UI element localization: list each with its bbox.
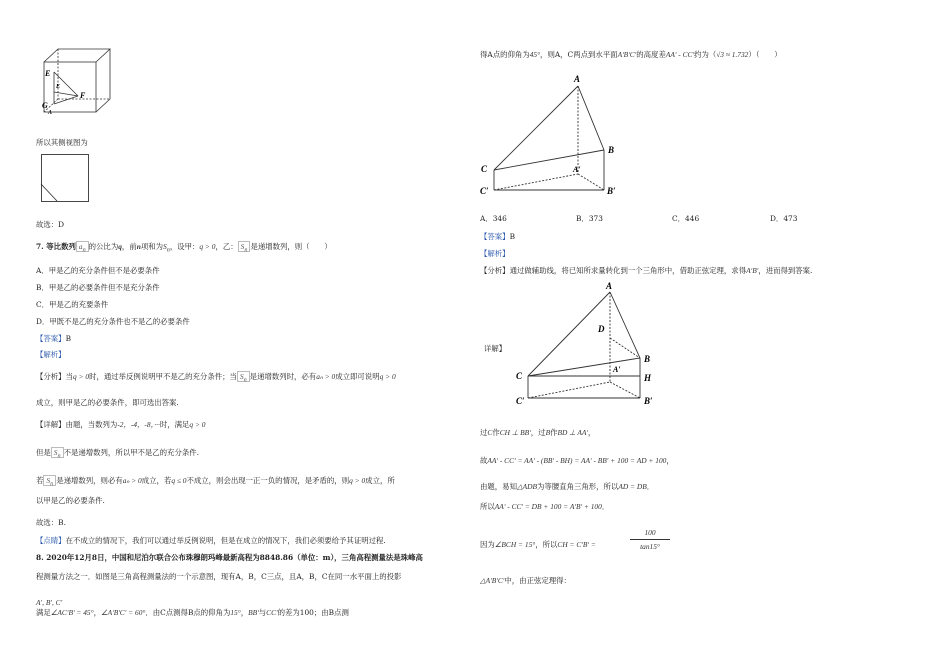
q8-continued xyxy=(480,50,782,60)
step-3 xyxy=(480,482,654,492)
formula-sn-braced xyxy=(238,241,251,252)
text-run: 过 xyxy=(480,428,488,437)
q7-fenxi-line2: 成立，则甲是乙的必要条件，即可选出答案. xyxy=(36,398,179,407)
fig1-label: C′ xyxy=(480,186,489,196)
answer-tag: 【答案】 xyxy=(36,334,66,343)
formula-ch: CH ⊥ BBʹ xyxy=(499,428,531,437)
cube-figure xyxy=(42,48,132,114)
cube-label: G xyxy=(42,101,48,110)
text-run: 故 xyxy=(480,456,488,465)
formula-ab: AʹBʹ xyxy=(746,266,759,275)
text-run: 的差为100；由B点测 xyxy=(277,608,349,617)
formula-q-pos: q > 0 xyxy=(349,476,366,485)
formula-step2: AAʹ - CCʹ = AAʹ - (BBʹ - BH) = AAʹ - BBʹ + 100 = AD + 100 xyxy=(487,456,667,465)
text-run: 不成立，则会出现一正一负的情况，是矛盾的，则 xyxy=(186,476,350,485)
fig1-label: C xyxy=(481,164,488,174)
q7-analysis-tag: 【解析】 xyxy=(36,350,66,359)
formula-step4: AAʹ - CCʹ = DB + 100 = AʹBʹ + 100 xyxy=(494,502,602,511)
formula-sn-braced xyxy=(51,447,64,458)
var-n: n xyxy=(136,242,141,251)
formula-q-pos: q > 0 xyxy=(189,420,206,429)
formula-text: S xyxy=(46,476,51,485)
formula-sn-braced xyxy=(43,475,56,486)
fig1-label: A xyxy=(574,74,581,84)
formula-q-pos: q > 0 xyxy=(72,372,90,381)
formula-an xyxy=(76,241,89,252)
text-run: 因为 xyxy=(480,540,495,549)
var-q: q xyxy=(118,242,122,251)
q8-line1 xyxy=(36,553,423,563)
q7-option-c: C．甲是乙的充要条件 xyxy=(36,300,109,309)
q7-option-a: A．甲是乙的充分条件但不是必要条件 xyxy=(36,266,160,275)
text-run: 作 xyxy=(550,428,558,437)
fig2-label: A xyxy=(606,281,613,291)
text-run: 若 xyxy=(36,476,44,485)
text-run: 时，通过举反例说明甲不是乙的充分条件；当 xyxy=(89,372,237,381)
formula-q-pos: q > 0 xyxy=(379,372,396,381)
text-run: 不是递增数列，所以甲不是乙的充分条件. xyxy=(63,448,199,457)
formula-sub: n xyxy=(50,481,54,488)
text-run: ， xyxy=(587,428,596,437)
q7-xiangjie-line4: 以甲是乙的必要条件. xyxy=(36,496,105,505)
text-run: ，进而得到答案. xyxy=(758,266,813,275)
step-1 xyxy=(480,428,595,438)
text-run: 的公比为 xyxy=(88,242,119,251)
q8-line2: 程测量方法之一．如图是三角高程测量法的一个示意图，现有A，B，C三点，且A，B，C在同一水平面上的投影 xyxy=(36,572,402,581)
text-run: ， xyxy=(666,456,674,465)
text-run: 满足 xyxy=(36,608,51,617)
q7-option-b: B．甲是乙的必要条件但不是充分条件 xyxy=(36,283,160,292)
text-run: 时，满足 xyxy=(159,420,190,429)
text-run: ，乙： xyxy=(215,242,238,251)
q7-fenxi xyxy=(36,372,396,385)
cube-label: A xyxy=(48,110,53,116)
formula-an-pos: aₙ > 0 xyxy=(316,372,336,381)
formula-q-neg: q ≤ 0 xyxy=(171,476,187,485)
text-run: 【分析】 xyxy=(36,372,66,381)
formula-sn-braced xyxy=(237,371,250,382)
q7-number: 7. 等比数列 xyxy=(36,242,76,251)
text-run: 约为（ xyxy=(694,50,717,59)
text-run: 得A点的仰角为 xyxy=(480,50,530,59)
text-run: 是递增数列时，必有 xyxy=(249,372,317,381)
text-run: ，所以 xyxy=(535,540,558,549)
triangulation-figure-2 xyxy=(516,282,666,408)
triangulation-figure-1 xyxy=(480,74,630,206)
text-run: 成立，若 xyxy=(141,476,172,485)
formula-deg15: 15° xyxy=(230,608,241,617)
text-run: 成立即可说明 xyxy=(335,372,380,381)
fig2-label: C xyxy=(516,371,523,381)
q8-option-c: C．446 xyxy=(672,214,700,223)
text-run: ， xyxy=(240,608,249,617)
text-run: 与 xyxy=(258,608,267,617)
formula-text: S xyxy=(53,448,58,457)
formula-bd: BD ⊥ AAʹ xyxy=(557,428,588,437)
formula-an-pos: aₙ > 0 xyxy=(122,476,142,485)
text-run: 当 xyxy=(65,372,73,381)
text-run: ．由C点测得B点的仰角为 xyxy=(145,608,231,617)
q8-analysis-tag: 【解析】 xyxy=(480,249,510,258)
q8-option-d: D．473 xyxy=(770,214,798,223)
text-run: 【详解】 xyxy=(36,420,66,429)
q8-option-a: A．346 xyxy=(480,214,507,223)
formula-cc: CCʹ xyxy=(266,608,278,617)
text-run: ， xyxy=(93,608,101,617)
q8-line3 xyxy=(36,608,349,618)
formula-sub: n xyxy=(244,247,248,254)
formula-text: S xyxy=(239,372,244,381)
cube-label: F xyxy=(80,91,86,100)
text-run: 的高度差 xyxy=(636,50,666,59)
text-run: 【分析】 xyxy=(480,266,510,275)
formula-sub: n xyxy=(57,453,61,460)
text-run: ，过 xyxy=(530,428,546,437)
step-2 xyxy=(480,456,674,466)
formula-c: C xyxy=(487,428,493,437)
text-run: 项和为 xyxy=(140,242,164,251)
fraction-numerator: 100 xyxy=(644,528,656,537)
text-run: ）（ ） xyxy=(748,50,782,59)
formula-sub: n xyxy=(243,377,247,384)
fig2-label: B xyxy=(644,354,651,364)
formula-points: A′, B′, C′ xyxy=(36,598,63,607)
text-run: ，则A，C两点到水平面 xyxy=(540,50,618,59)
q7-xiangjie-line2 xyxy=(36,448,199,461)
fig2-label: C′ xyxy=(516,396,525,406)
text-run: 所以 xyxy=(480,502,495,511)
text-run: 由题，易知 xyxy=(480,482,517,491)
formula-b: B xyxy=(545,428,551,437)
fig2-label: D xyxy=(598,324,605,334)
text-run: 中，由正弦定理得： xyxy=(504,576,571,585)
text-run: 为等腰直角三角形，所以 xyxy=(537,482,619,491)
formula-angle-2: ∠AʹBʹCʹ = 60° xyxy=(100,608,146,617)
formula-step3: AD = DB xyxy=(618,482,647,491)
fig1-label: A′ xyxy=(573,165,581,174)
text-run: 8. 2020年12月8日，中国和尼泊尔联合公布珠穆朗玛峰最新高程为8848.86（单位：m），三角高程测量法是珠峰高 xyxy=(36,553,423,562)
step-4 xyxy=(480,502,609,512)
q7-option-d: D．甲既不是乙的充分条件也不是乙的必要条件 xyxy=(36,317,190,326)
fraction-bar xyxy=(630,539,670,540)
q7-answer xyxy=(36,334,71,344)
formula-plane: AʹBʹCʹ xyxy=(617,50,637,59)
q8-option-b: B．373 xyxy=(576,214,603,223)
step-5 xyxy=(480,540,596,550)
text-run: 成立，所 xyxy=(365,476,395,485)
formula-angle-1: ∠ACʹBʹ = 45° xyxy=(50,608,94,617)
text-run: ． xyxy=(646,482,655,491)
formula-step5: CH = CʹBʹ = xyxy=(557,540,596,549)
answer-value: B xyxy=(509,232,516,241)
formula-triangle-2: △AʹBʹCʹ xyxy=(480,576,505,585)
text-run: 是递增数列，则（ ） xyxy=(250,242,332,251)
fig1-label: B′ xyxy=(607,186,616,196)
formula-seq: -2，-4，-8，··· xyxy=(117,420,160,429)
side-view-caption: 所以其侧视图为 xyxy=(36,138,88,147)
text-run: 作 xyxy=(492,428,500,437)
formula-bb: BBʹ xyxy=(248,608,259,617)
formula-sn xyxy=(163,242,170,254)
formula-sqrt3: √3 ≈ 1.732 xyxy=(716,50,749,59)
formula-text: S xyxy=(240,242,245,251)
formula-sub: n xyxy=(166,247,170,254)
q8-fenxi xyxy=(480,266,812,276)
fig1-label: B xyxy=(608,145,615,155)
prev-answer: 故选：D xyxy=(36,220,65,229)
formula-text: a xyxy=(78,242,83,251)
q7-xiangjie xyxy=(36,420,205,430)
formula-triangle: △ADB xyxy=(516,482,538,491)
xiangjie-label: 详解】 xyxy=(484,344,507,353)
text-run: 但是 xyxy=(36,448,51,457)
q7-dianjing xyxy=(36,536,386,546)
q7-conclusion: 故选：B. xyxy=(36,518,66,527)
formula-deg45: 45° xyxy=(529,50,541,59)
text-run: 在不成立的情况下，我们可以通过举反例说明，但是在成立的情况下，我们必须要给予其证明过程. xyxy=(65,536,386,545)
fraction-denominator: tan15° xyxy=(640,542,660,551)
q7-xiangjie-line3 xyxy=(36,476,395,489)
text-run: 通过做辅助线，将已知所求量转化到一个三角形中，借助正弦定理，求得 xyxy=(509,266,747,275)
text-run: 由题，当数列为 xyxy=(65,420,118,429)
step-6 xyxy=(480,576,571,586)
text-run: ． xyxy=(601,502,610,511)
answer-value: B xyxy=(65,334,72,343)
text-run: 是递增数列，则必有 xyxy=(56,476,123,485)
dianjing-tag: 【点睛】 xyxy=(36,536,66,545)
formula-q-pos: q > 0 xyxy=(199,242,216,251)
cube-label: E xyxy=(45,69,51,78)
q7-stem xyxy=(36,242,332,255)
fig2-label: B′ xyxy=(644,396,653,406)
q8-answer xyxy=(480,232,515,242)
text-run: ，设甲： xyxy=(169,242,200,251)
fig2-label: A′ xyxy=(613,365,621,374)
q8-points xyxy=(36,598,62,608)
formula-diff: AAʹ - CCʹ xyxy=(665,50,695,59)
side-view-figure xyxy=(41,154,89,202)
cube-label: E xyxy=(56,84,61,90)
formula-sub: n xyxy=(82,247,86,254)
formula-angle-bch: ∠BCH = 15° xyxy=(494,540,536,549)
formula-text: S xyxy=(163,242,167,251)
answer-tag: 【答案】 xyxy=(480,232,510,241)
fig2-label: H xyxy=(644,373,652,383)
text-run: ，前 xyxy=(121,242,137,251)
